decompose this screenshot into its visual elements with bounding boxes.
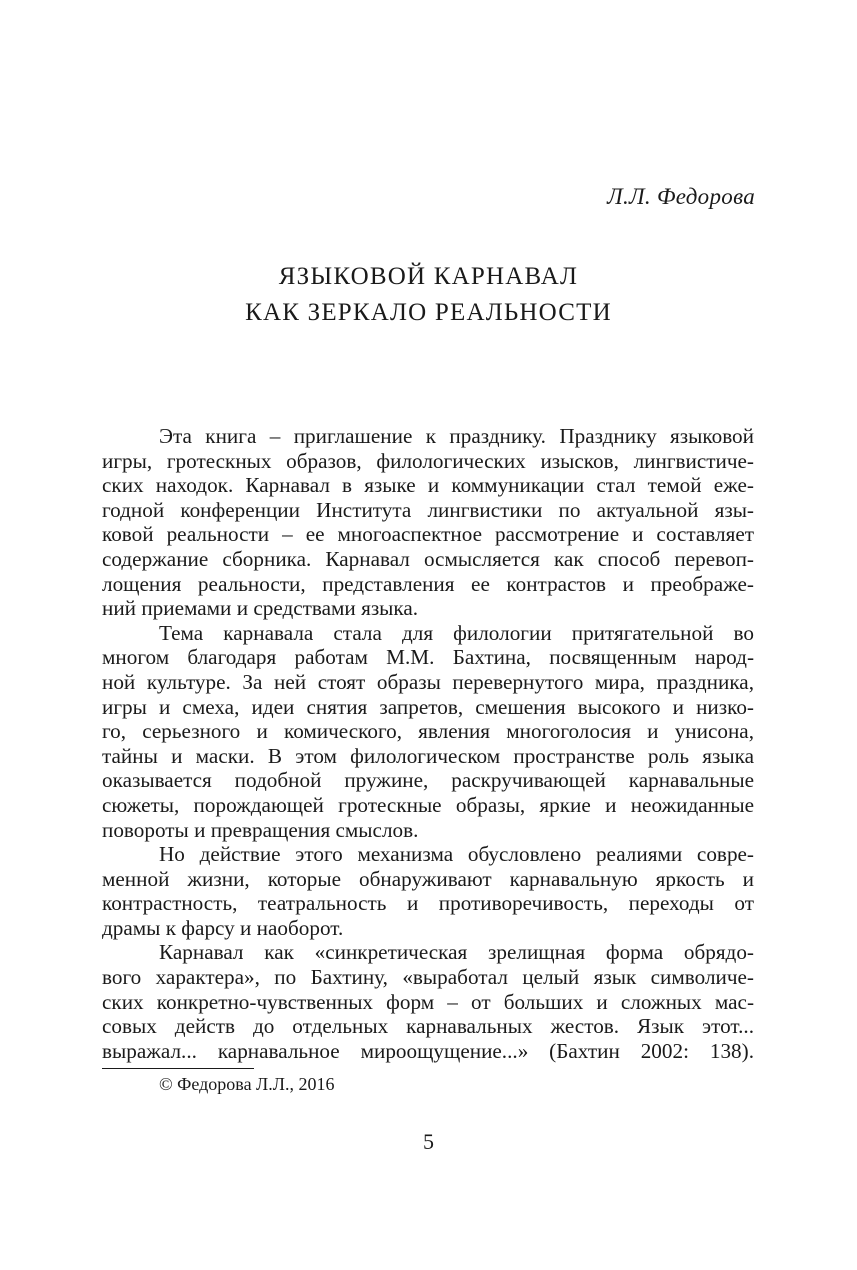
text-line: игры, гротескных образов, филологических изысков, лингвистиче-: [102, 448, 754, 473]
author-name: Л.Л. Федорова: [607, 184, 755, 209]
text-line: Эта книга – приглашение к празднику. Празднику языковой: [159, 424, 754, 448]
copyright-footnote: © Федорова Л.Л., 2016: [159, 1074, 335, 1094]
text-line: ских конкретно-чувственных форм – от больших и сложных мас-: [102, 989, 754, 1014]
chapter-title: [0, 259, 857, 331]
paragraph: [102, 940, 754, 1063]
text-line: совых действ до отдельных карнавальных жестов. Язык этот...: [102, 1014, 754, 1039]
chapter-title-line-1: ЯЗЫКОВОЙ КАРНАВАЛ: [278, 263, 579, 290]
text-line: ний приемами и средствами языка.: [102, 596, 419, 621]
text-line: драмы к фарсу и наоборот.: [102, 915, 344, 940]
text-line: вого характера», по Бахтину, «выработал целый язык символиче-: [102, 965, 754, 990]
text-line: ной культуре. За ней стоят образы перевернутого мира, праздника,: [102, 669, 754, 694]
text-line: многом благодаря работам М.М. Бахтина, посвященным народ-: [102, 645, 754, 670]
text-line: игры и смеха, идеи снятия запретов, смешения высокого и низко-: [102, 694, 754, 719]
text-line: оказывается подобной пружине, раскручивающей карнавальные: [102, 768, 754, 793]
text-line: повороты и превращения смыслов.: [102, 817, 419, 842]
text-line: выражал... карнавальное мироощущение...» (Бахтин 2002: 138).: [102, 1038, 754, 1063]
body-text: [102, 424, 754, 1063]
footnote-divider: [102, 1068, 254, 1069]
paragraph: [102, 842, 754, 940]
text-line: ских находок. Карнавал в языке и коммуникации стал темой еже-: [102, 473, 754, 498]
text-line: содержание сборника. Карнавал осмысляется как способ перевоп-: [102, 546, 754, 571]
page-number: 5: [423, 1129, 434, 1154]
text-line: го, серьезного и комического, явления многоголосия и унисона,: [102, 719, 754, 744]
text-line: ковой реальности – ее многоаспектное рассмотрение и составляет: [102, 522, 754, 547]
chapter-title-line-2: КАК ЗЕРКАЛО РЕАЛЬНОСТИ: [245, 299, 612, 326]
paragraph: [102, 424, 754, 621]
text-line: менной жизни, которые обнаруживают карнавальную яркость и: [102, 866, 754, 891]
text-line: Тема карнавала стала для филологии притягательной во: [159, 620, 754, 645]
text-line: Но действие этого механизма обусловлено реалиями совре-: [159, 842, 754, 867]
text-line: контрастность, театральность и противоречивость, переходы от: [102, 891, 754, 916]
text-line: лощения реальности, представления ее контрастов и преображе-: [102, 571, 754, 596]
text-line: тайны и маски. В этом филологическом пространстве роль языка: [102, 743, 754, 768]
text-line: годной конференции Института лингвистики по актуальной язы-: [102, 497, 754, 522]
text-line: сюжеты, порождающей гротескные образы, яркие и неожиданные: [102, 792, 754, 817]
text-line: Карнавал как «синкретическая зрелищная форма обрядо-: [159, 940, 754, 965]
paragraph: [102, 621, 754, 842]
